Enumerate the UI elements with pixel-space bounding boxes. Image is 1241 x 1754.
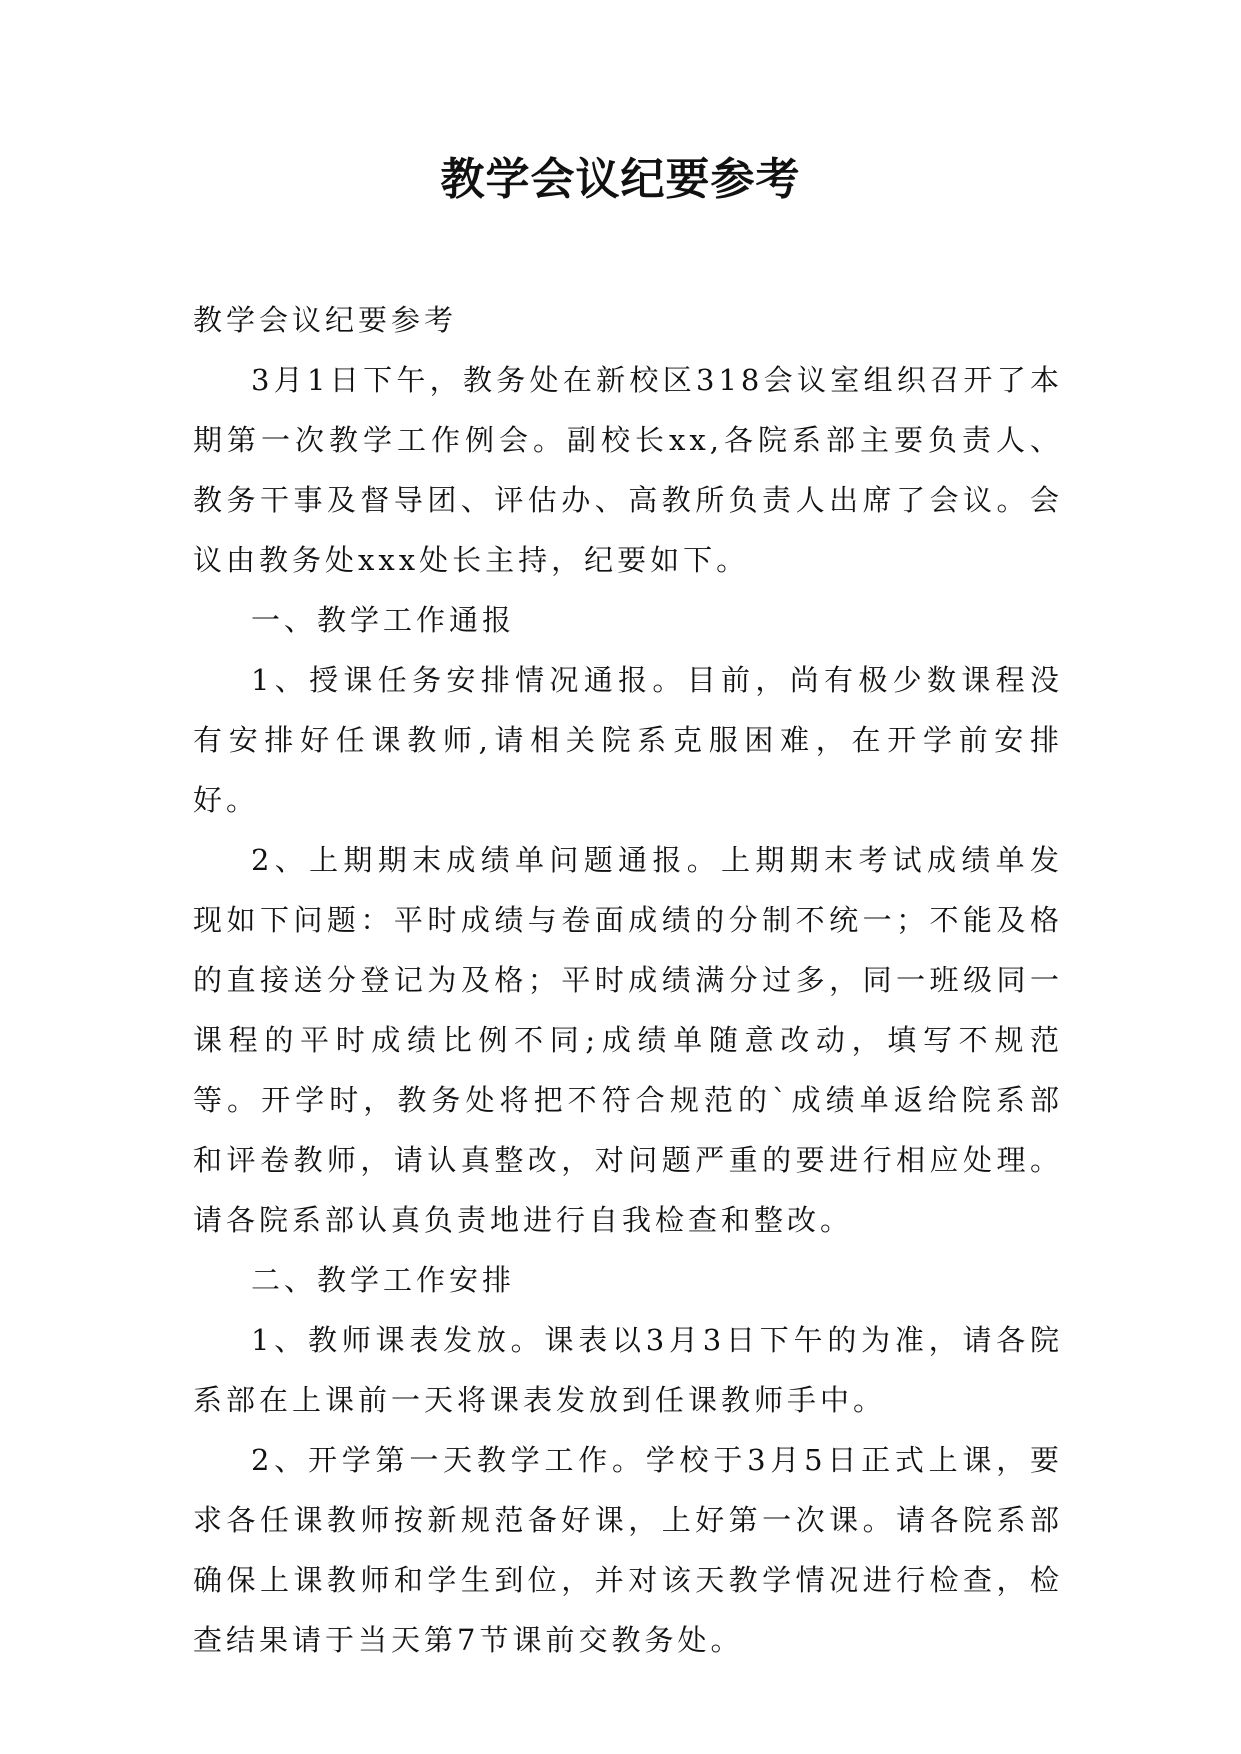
paragraph-grade-report: 2、上期期末成绩单问题通报。上期期末考试成绩单发现如下问题：平时成绩与卷面成绩的分制不统一；不能及格的直接送分登记为及格；平时成绩满分过多，同一班级同一课程的平时成绩比例不同;成绩单随意改动，填写不规范等。开学时，教务处将把不符合规范的`成绩单返给院系部和评卷教师，请认真整改，对问题严重的要进行相应处理。请各院系部认真负责地进行自我检查和整改。 bbox=[193, 843, 1063, 1237]
document-title: 教学会议纪要参考 bbox=[440, 154, 801, 205]
paragraph-first-day: 2、开学第一天教学工作。学校于3月5日正式上课，要求各任课教师按新规范备好课，上好第一次课。请各院系部确保上课教师和学生到位，并对该天教学情况进行检查，检查结果请于当天第7节课前交教务处。 bbox=[193, 1443, 1063, 1657]
paragraph-meeting-intro: 3月1日下午，教务处在新校区318会议室组织召开了本期第一次教学工作例会。副校长xx,各院系部主要负责人、教务干事及督导团、评估办、高教所负责人出席了会议。会议由教务处xxx处长主持，纪要如下。 bbox=[193, 363, 1063, 577]
paragraph-timetable: 1、教师课表发放。课表以3月3日下午的为准，请各院系部在上课前一天将课表发放到任课教师手中。 bbox=[193, 1323, 1063, 1417]
section-heading-arrangement: 二、教学工作安排 bbox=[251, 1263, 516, 1297]
document-subtitle: 教学会议纪要参考 bbox=[193, 303, 458, 337]
document-body bbox=[193, 290, 1063, 1670]
paragraph-teaching-assignment: 1、授课任务安排情况通报。目前，尚有极少数课程没有安排好任课教师,请相关院系克服困难，在开学前安排好。 bbox=[193, 663, 1063, 817]
section-heading-report: 一、教学工作通报 bbox=[251, 603, 516, 637]
